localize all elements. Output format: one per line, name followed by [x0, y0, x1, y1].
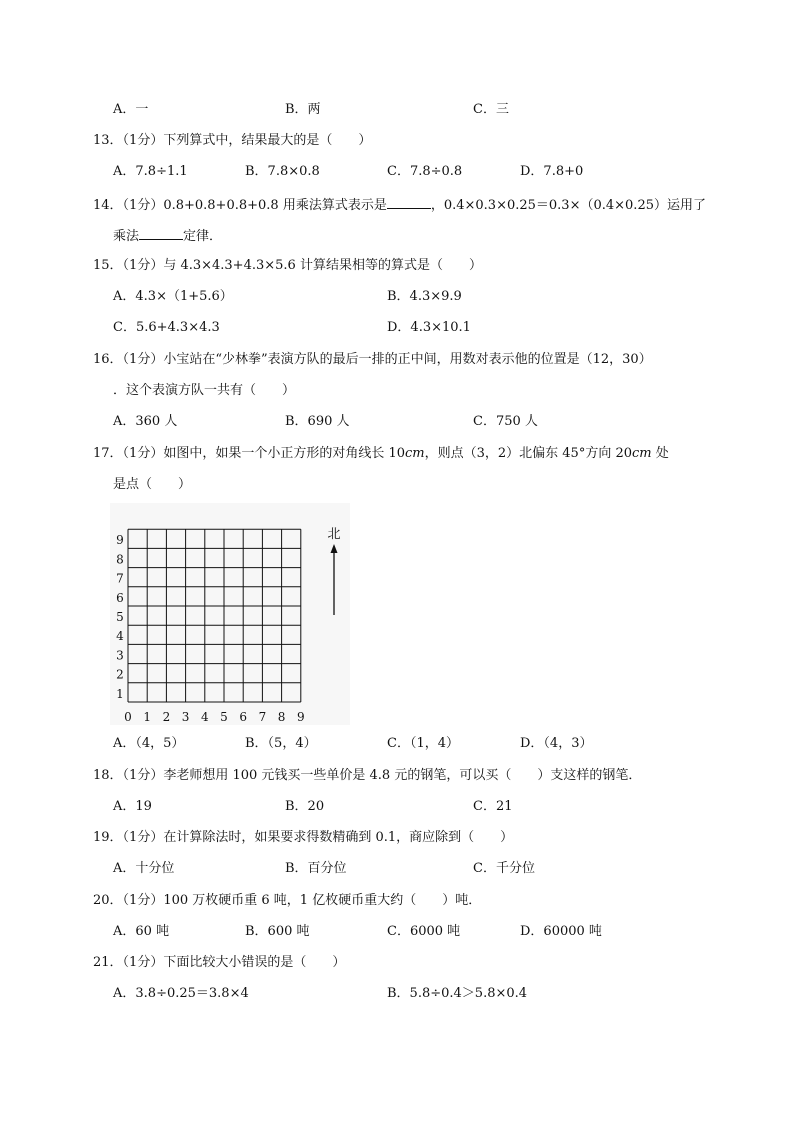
- y-tick-label: 8: [116, 552, 124, 567]
- north-label: 北: [327, 527, 341, 542]
- option-b: B．5.8÷0.4＞5.8×0.4: [387, 986, 528, 1001]
- x-tick-label: 8: [277, 710, 286, 724]
- question-17-text-c: 处: [651, 446, 669, 461]
- option-b: B．690 人: [285, 414, 350, 429]
- coordinate-grid-figure: [110, 503, 350, 725]
- option-c: C．21: [473, 799, 513, 814]
- question-21-stem: 21．（1分）下面比较大小错误的是（ ）: [93, 955, 346, 970]
- x-tick-label: 3: [181, 710, 190, 724]
- unit-cm: cm: [632, 446, 652, 461]
- option-b: B．20: [285, 799, 325, 814]
- option-b: B．600 吨: [245, 924, 310, 939]
- question-17-line-1: [93, 446, 669, 462]
- figure-background: [110, 503, 350, 725]
- option-a: A．一: [113, 102, 149, 117]
- option-d: D．7.8+0: [520, 164, 584, 179]
- x-tick-label: 4: [200, 710, 209, 724]
- question-16-line-1: 16．（1分）小宝站在“少林拳”表演方队的最后一排的正中间，用数对表示他的位置是（12，30）: [93, 352, 652, 367]
- option-b: B．4.3×9.9: [387, 289, 462, 304]
- y-axis-ticks: [116, 533, 124, 701]
- question-16-line-2: ．这个表演方队一共有（ ）: [113, 383, 296, 398]
- question-20-stem: 20．（1分）100 万枚硬币重 6 吨，1 亿枚硬币重大约（ ）吨．: [93, 893, 482, 908]
- option-a: A．十分位: [113, 861, 175, 876]
- question-14-text-a: 14．（1分）0.8+0.8+0.8+0.8 用乘法算式表示是: [93, 198, 387, 213]
- answer-blank-2: [139, 227, 183, 240]
- option-a: A．4.3×（1+5.6）: [113, 289, 233, 304]
- option-a: A．360 人: [113, 414, 178, 429]
- x-tick-label: 1: [143, 710, 152, 724]
- option-c: C．750 人: [473, 414, 538, 429]
- x-tick-label: 6: [239, 710, 248, 724]
- x-tick-label: 9: [296, 710, 305, 724]
- option-c: C．5.6+4.3×4.3: [113, 320, 220, 335]
- y-tick-label: 3: [116, 648, 124, 663]
- question-18-stem: 18．（1分）李老师想用 100 元钱买一些单价是 4.8 元的钢笔，可以买（ ）支这样的钢笔．: [93, 768, 642, 783]
- y-tick-label: 2: [116, 667, 124, 682]
- option-d: D．60000 吨: [520, 924, 602, 939]
- x-tick-label: 2: [162, 710, 171, 724]
- x-tick-label: 0: [124, 710, 132, 724]
- question-19-stem: 19．（1分）在计算除法时，如果要求得数精确到 0.1，商应除到（ ）: [93, 830, 514, 845]
- y-tick-label: 6: [116, 590, 124, 605]
- answer-blank-1: [387, 196, 431, 209]
- question-14-line-1: [93, 196, 706, 214]
- option-b: B．两: [285, 102, 321, 117]
- option-c: C．（1，4）: [387, 736, 459, 751]
- option-c: C．7.8÷0.8: [387, 164, 463, 179]
- y-tick-label: 5: [116, 610, 124, 624]
- question-17-line-2: 是点（ ）: [113, 477, 192, 492]
- option-a: A．（4，5）: [113, 736, 185, 751]
- question-14-text-d: 定律．: [183, 229, 223, 244]
- option-d: D．4.3×10.1: [387, 320, 471, 335]
- question-14-text-c: 乘法: [113, 229, 140, 244]
- option-c: C．三: [473, 102, 509, 117]
- option-b: B．7.8×0.8: [245, 164, 320, 179]
- option-a: A．7.8÷1.1: [113, 164, 188, 179]
- option-a: A．3.8÷0.25＝3.8×4: [113, 986, 249, 1001]
- y-tick-label: 9: [116, 533, 124, 548]
- y-tick-label: 1: [116, 686, 124, 701]
- option-b: B．（5，4）: [245, 736, 317, 751]
- option-b: B．百分位: [285, 861, 347, 876]
- option-a: A．19: [113, 799, 152, 814]
- option-d: D．（4，3）: [520, 736, 593, 751]
- y-tick-label: 4: [116, 629, 124, 644]
- option-c: C．千分位: [473, 861, 535, 876]
- x-tick-label: 5: [220, 710, 228, 724]
- option-c: C．6000 吨: [387, 924, 461, 939]
- question-17-text-b: ，则点（3，2）北偏东 45°方向 20: [424, 446, 633, 461]
- question-14-text-b: ，0.4×0.3×0.25＝0.3×（0.4×0.25）运用了: [430, 198, 706, 213]
- question-13-stem: 13．（1分）下列算式中，结果最大的是（ ）: [93, 133, 372, 148]
- question-15-stem: 15．（1分）与 4.3×4.3+4.3×5.6 计算结果相等的算式是（ ）: [93, 258, 482, 273]
- question-14-line-2: [113, 227, 222, 245]
- y-tick-label: 7: [116, 571, 124, 586]
- x-tick-label: 7: [258, 710, 267, 724]
- question-17-text-a: 17．（1分）如图中，如果一个小正方形的对角线长 10: [93, 446, 405, 461]
- option-a: A．60 吨: [113, 924, 170, 939]
- unit-cm: cm: [405, 446, 425, 461]
